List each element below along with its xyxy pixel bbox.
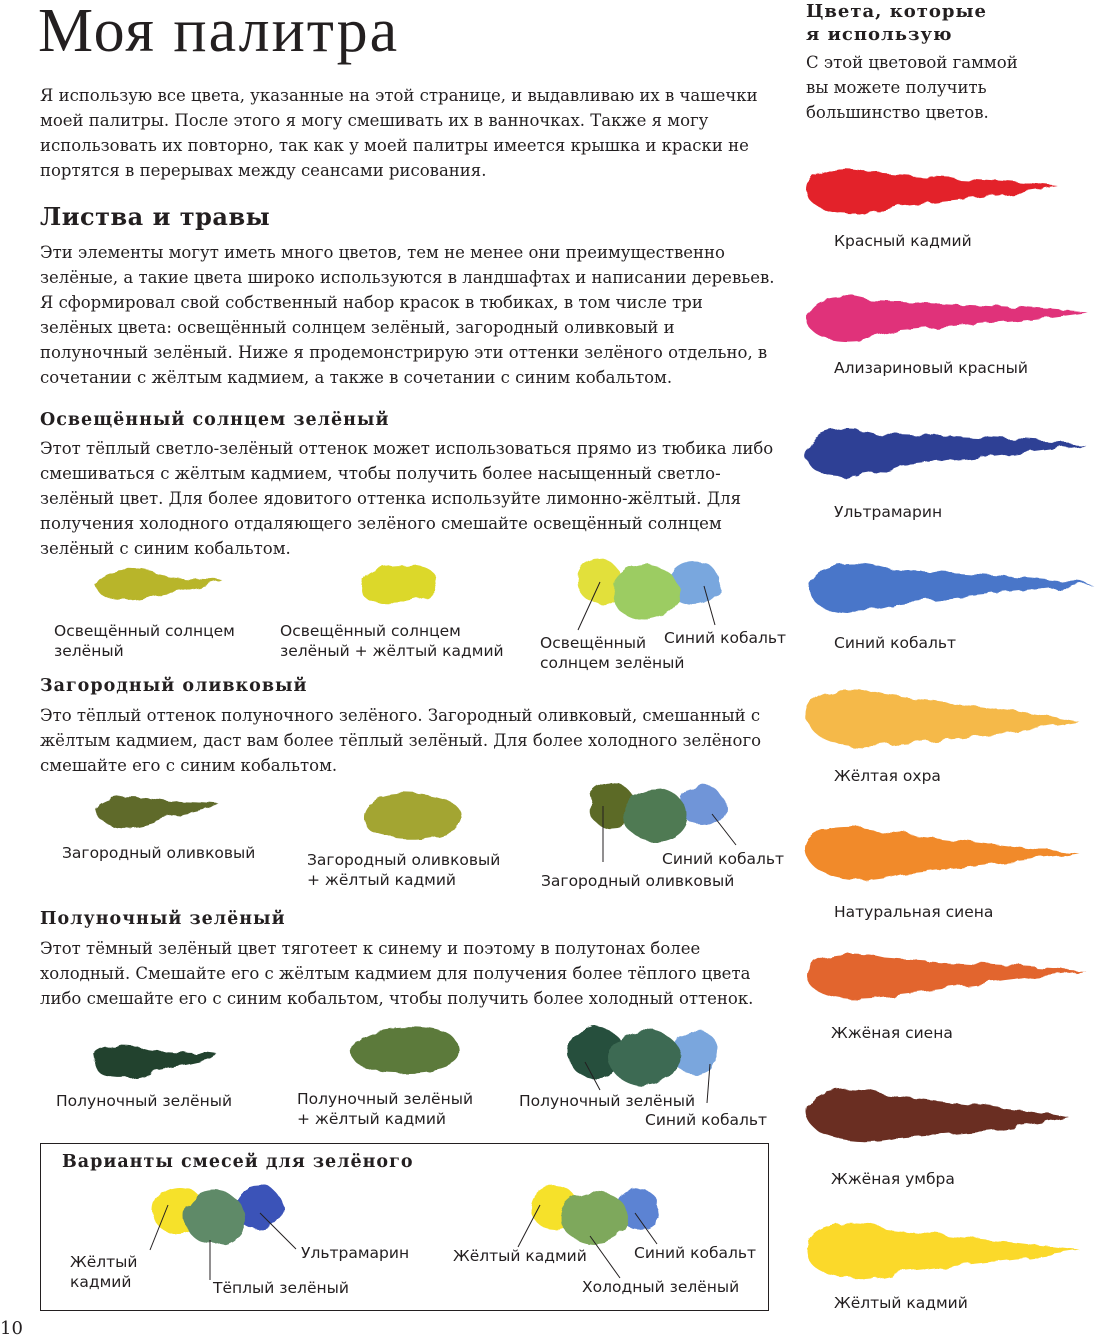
caption-sunlit-green: Освещённый солнцем зелёный — [54, 622, 235, 660]
caption-country-olive-mix: Загородный оливковый — [541, 872, 735, 890]
swatch-sunlit-green-plus-cobalt — [578, 560, 720, 620]
caption-country-olive-plus-yellow: Загородный оливковый + жёлтый кадмий — [307, 851, 501, 889]
swatch-midnight-green-plus-cobalt — [567, 1026, 719, 1086]
leaves-paragraph: Эти элементы могут иметь много цветов, тем не менее они преимущественно зелёные, а такие цвета широко используются в ландшафтах и написании деревьев. Я сформировал свой собственный набор красок в тюбиках, в том числе три зелёных цвета: освещённый солнцем зелёный, загородный оливковый и полуночный зелёный. Ниже я продемонстрирую эти оттенки зелёного отдельно, в сочетании с жёлтым кадмием, а также в сочетании с синим кобальтом. — [40, 243, 775, 387]
intro-paragraph: Я использую все цвета, указанные на этой странице, и выдавливаю их в чашечки моей палитры. После этого я могу смешивать их в ванночках. Также я могу использовать их повторно, так как у моей палитры имеется крышка и краски не портятся в перерывах между сеансами рисования. — [40, 86, 758, 180]
heading-sunlit-green: Освещённый солнцем зелёный — [40, 410, 390, 430]
swatch-country-olive-plus-yellow — [363, 794, 462, 839]
swatch-midnight-green-plus-yellow — [352, 1028, 460, 1073]
swatch-label-burnt-umber: Жжёная умбра — [831, 1170, 955, 1188]
mix-right-green-label: Холодный зелёный — [582, 1278, 740, 1296]
swatch-label-cadmium-yellow: Жёлтый кадмий — [834, 1294, 968, 1312]
country-olive-paragraph: Это тёплый оттенок полуночного зелёного. Загородный оливковый, смешанный с жёлтым кадмием, даст вам более тёплый зелёный. Для более холодного зелёного смешайте его с синим кобальтом. — [40, 706, 762, 775]
swatch-label-alizarin: Ализариновый красный — [834, 359, 1028, 377]
mix-left-yellow-label: Жёлтый кадмий — [70, 1253, 138, 1291]
swatch-country-olive — [95, 797, 220, 828]
section-heading-leaves: Листва и травы — [40, 202, 271, 231]
page-title: Моя палитра — [38, 0, 400, 65]
sidebar-heading: Цвета, которые я использую — [806, 1, 987, 45]
swatch-country-olive-plus-cobalt — [588, 784, 725, 841]
heading-country-olive: Загородный оливковый — [40, 676, 308, 696]
caption-country-olive: Загородный оливковый — [62, 844, 256, 862]
midnight-green-paragraph: Этот тёмный зелёный цвет тяготеет к синему и поэтому в полутонах более холодный. Смешайте его с жёлтым кадмием для получения более тёплого цвета либо смешайте его с синим кобальтом, чтобы получить более холодный оттенок. — [40, 939, 754, 1008]
swatch-sunlit-green-plus-yellow — [362, 566, 438, 604]
sidebar-swatches — [806, 168, 1092, 1279]
mix-variants-title: Варианты смесей для зелёного — [62, 1152, 414, 1172]
swatch-label-cobalt: Синий кобальт — [834, 634, 957, 652]
mix-left-green-label: Тёплый зелёный — [213, 1279, 349, 1297]
sunlit-green-paragraph: Этот тёплый светло-зелёный оттенок может использоваться прямо из тюбика либо смешиваться с жёлтым кадмием, чтобы получить более насыщенный светло-зелёный цвет. Для более ядовитого оттенка используйте лимонно-жёлтый. Для получения холодного отдаляющего зелёного смешайте освещённый солнцем зелёный с синим кобальтом. — [40, 439, 774, 558]
swatch-label-burnt-sienna: Жжёная сиена — [831, 1024, 953, 1042]
page-number: 10 — [0, 1318, 23, 1339]
swatch-label-yellow-ochre: Жёлтая охра — [834, 767, 941, 785]
caption-midnight-green-plus-yellow: Полуночный зелёный + жёлтый кадмий — [297, 1090, 474, 1128]
swatch-sunlit-green — [95, 570, 222, 600]
caption-cobalt-1: Синий кобальт — [664, 629, 787, 647]
mix-left-blue-label: Ультрамарин — [301, 1244, 410, 1262]
caption-cobalt-3: Синий кобальт — [645, 1111, 768, 1129]
swatch-label-cadmium-red: Красный кадмий — [834, 232, 972, 250]
mix-right-yellow-label: Жёлтый кадмий — [453, 1247, 587, 1265]
caption-midnight-green: Полуночный зелёный — [56, 1092, 233, 1110]
caption-midnight-green-mix: Полуночный зелёный — [519, 1092, 696, 1110]
swatch-label-ultramarine: Ультрамарин — [834, 503, 943, 521]
swatch-midnight-green — [92, 1046, 218, 1078]
mix-right-blue-label: Синий кобальт — [634, 1244, 757, 1262]
caption-sunlit-green-mix: Освещённый солнцем зелёный — [540, 634, 685, 672]
caption-sunlit-green-plus-yellow: Освещённый солнцем зелёный + жёлтый кадмий — [280, 622, 504, 660]
heading-midnight-green: Полуночный зелёный — [40, 909, 286, 929]
caption-cobalt-2: Синий кобальт — [662, 850, 785, 868]
sidebar-text: С этой цветовой гаммой вы можете получить большинство цветов. — [806, 53, 1018, 122]
swatch-label-raw-sienna: Натуральная сиена — [834, 903, 994, 921]
